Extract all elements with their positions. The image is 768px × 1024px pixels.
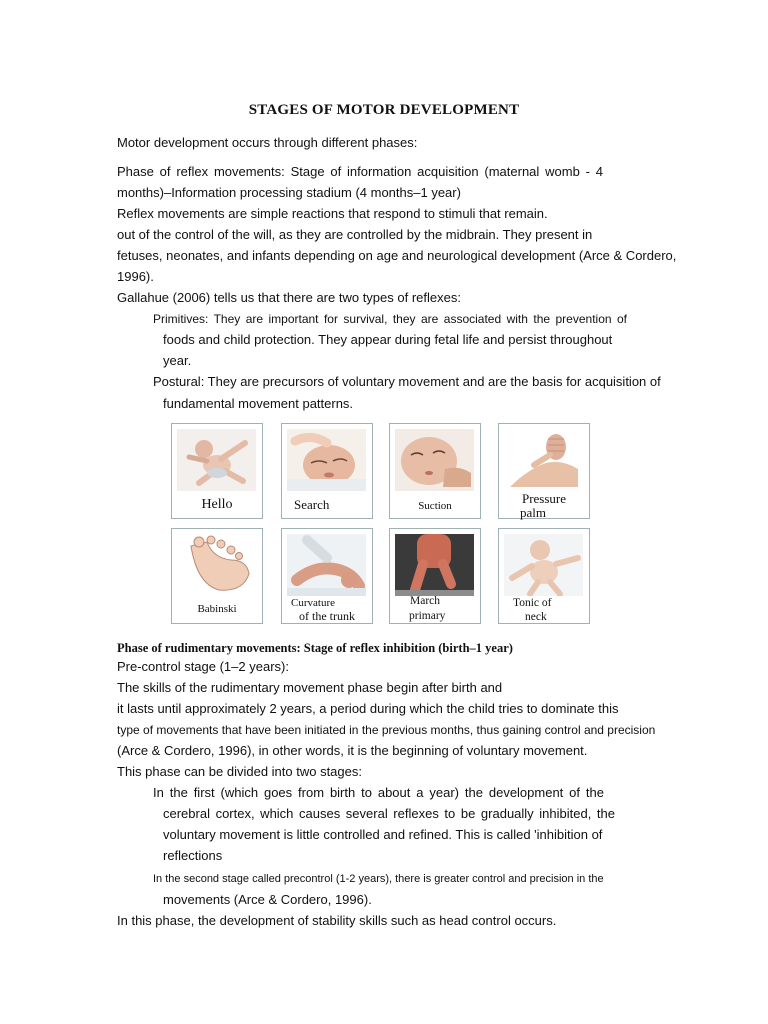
reflex-card-label-2: neck bbox=[525, 611, 547, 623]
reflex-card-label: March bbox=[410, 595, 441, 607]
reflex-card-tonic-neck bbox=[498, 528, 590, 624]
bullet-first-stage bbox=[139, 785, 616, 801]
rudimentary-line-1: Pre-control stage (1–2 years): bbox=[117, 659, 289, 674]
reflex-card-palm bbox=[498, 423, 590, 519]
rudimentary-line-4: type of movements that have been initiated in the previous months, thus gaining control and precision bbox=[117, 723, 656, 737]
bullet-second-stage-text: In the second stage called precontrol (1-2 years), there is greater control and precision in the bbox=[153, 873, 604, 885]
reflex-card-label: Hello bbox=[201, 497, 233, 512]
infant-photo bbox=[395, 429, 474, 491]
infant-photo bbox=[504, 429, 583, 491]
bullet-first-stage-line-4: reflections bbox=[163, 848, 223, 863]
reflex-card-trunk bbox=[281, 528, 373, 624]
page-title: STAGES OF MOTOR DEVELOPMENT bbox=[248, 102, 520, 118]
bullet-second-stage-line-2: movements (Arce & Cordero, 1996). bbox=[163, 892, 372, 907]
reflex-phase-line-7: Gallahue (2006) tells us that there are two types of reflexes: bbox=[117, 290, 461, 305]
reflex-phase-line-3: Reflex movements are simple reactions that respond to stimuli that remain. bbox=[117, 206, 548, 221]
infant-photo bbox=[395, 534, 474, 596]
bullet-primitives-text: Primitives: They are important for survival, they are associated with the prevention of bbox=[153, 312, 627, 326]
bullet-first-stage-line-3: voluntary movement is little controlled and refined. This is called 'inhibition of bbox=[163, 827, 603, 842]
reflex-card-label-2: palm bbox=[520, 505, 546, 520]
bullet-first-stage-line-2: cerebral cortex, which causes several reflexes to be gradually inhibited, the bbox=[163, 806, 615, 821]
reflex-phase-line-2: months)–Information processing stadium (4 months–1 year) bbox=[117, 185, 461, 200]
reflex-card-suction bbox=[389, 423, 481, 519]
reflex-card-label-2: of the trunk bbox=[299, 609, 355, 623]
reflex-card-label: Search bbox=[294, 497, 330, 512]
reflex-phase-line-5: fetuses, neonates, and infants depending on age and neurological development (Arce & Cordero, bbox=[117, 248, 677, 263]
infant-photo bbox=[177, 429, 256, 491]
reflex-card-label: Suction bbox=[418, 500, 452, 512]
rudimentary-line-6: This phase can be divided into two stages: bbox=[117, 764, 362, 779]
bullet-second-stage bbox=[139, 871, 604, 887]
bullet-postural-text: Postural: They are precursors of voluntary movement and are the basis for acquisition of bbox=[153, 374, 661, 389]
reflex-card-label: Babinski bbox=[197, 603, 237, 615]
bullet-primitives-line-3: year. bbox=[163, 353, 192, 368]
reflex-phase-line-6: 1996). bbox=[117, 269, 154, 284]
infant-photo bbox=[287, 534, 366, 596]
reflex-card-label-2: primary bbox=[409, 610, 446, 622]
bullet-first-stage-text: In the first (which goes from birth to about a year) the development of the bbox=[153, 785, 604, 800]
bullet-postural bbox=[139, 374, 661, 390]
rudimentary-line-5: (Arce & Cordero, 1996), in other words, it is the beginning of voluntary movement. bbox=[117, 743, 588, 758]
reflex-card-label: Curvature bbox=[291, 597, 335, 609]
infant-photo bbox=[287, 429, 366, 491]
closing-line: In this phase, the development of stability skills such as head control occurs. bbox=[117, 913, 557, 928]
reflex-phase-line-4: out of the control of the will, as they are controlled by the midbrain. They present in bbox=[117, 227, 593, 242]
intro-text: Motor development occurs through different phases: bbox=[117, 135, 418, 150]
infant-photo bbox=[504, 534, 583, 596]
rudimentary-line-3: it lasts until approximately 2 years, a period during which the child tries to dominate this bbox=[117, 701, 619, 716]
reflex-card-hello bbox=[171, 423, 263, 519]
bullet-primitives-line-2: foods and child protection. They appear during fetal life and persist throughout bbox=[163, 332, 613, 347]
reflex-card-label: Pressure bbox=[521, 491, 567, 506]
bullet-postural-line-2: fundamental movement patterns. bbox=[163, 396, 354, 411]
reflex-card-march bbox=[389, 528, 481, 624]
infant-photo bbox=[177, 534, 256, 596]
reflex-card-babinski bbox=[171, 528, 263, 624]
bullet-primitives bbox=[139, 311, 629, 327]
rudimentary-line-2: The skills of the rudimentary movement phase begin after birth and bbox=[117, 680, 503, 695]
reflex-phase-line-1: Phase of reflex movements: Stage of information acquisition (maternal womb - 4 bbox=[117, 164, 603, 179]
reflex-card-label: Tonic of bbox=[513, 597, 552, 609]
rudimentary-heading: Phase of rudimentary movements: Stage of reflex inhibition (birth–1 year) bbox=[117, 641, 513, 655]
reflex-card-search bbox=[281, 423, 373, 519]
